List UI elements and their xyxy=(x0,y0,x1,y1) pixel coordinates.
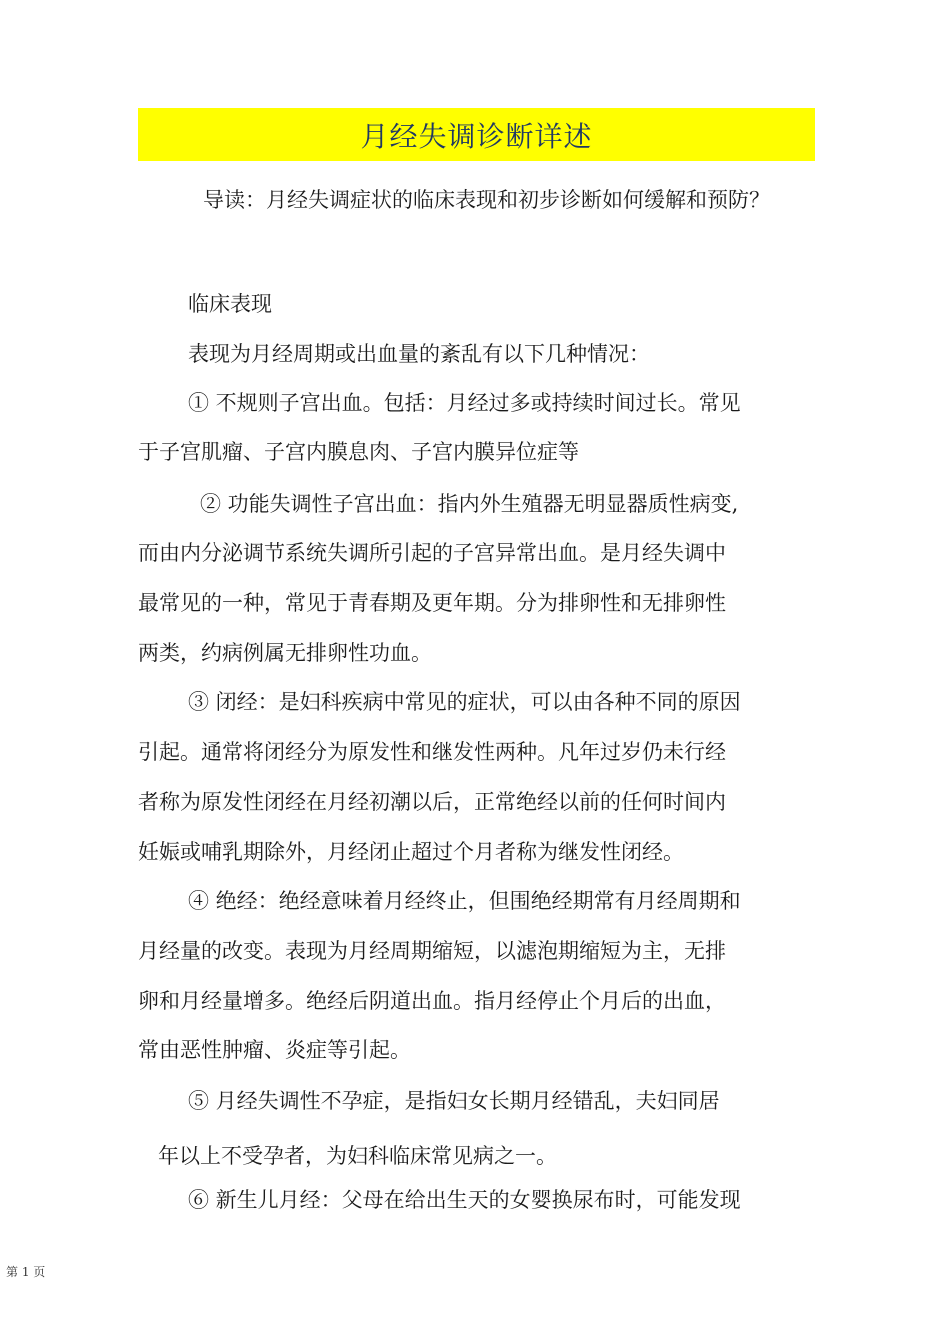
page-title: 月经失调诊断详述 xyxy=(360,119,593,153)
body-line: 最常见的一种，常见于青春期及更年期。分为排卵性和无排卵性 xyxy=(138,591,726,615)
title-highlight-bar xyxy=(138,108,815,161)
body-line: ⑤ 月经失调性不孕症，是指妇女长期月经错乱，夫妇同居 xyxy=(188,1089,720,1113)
page-number: 第 1 页 xyxy=(6,1265,46,1279)
body-line: 年以上不受孕者，为妇科临床常见病之一。 xyxy=(158,1144,557,1168)
body-line: 月经量的改变。表现为月经周期缩短，以滤泡期缩短为主，无排 xyxy=(138,939,726,963)
body-line: 者称为原发性闭经在月经初潮以后，正常绝经以前的任何时间内 xyxy=(138,790,726,814)
body-line: 妊娠或哺乳期除外，月经闭止超过个月者称为继发性闭经。 xyxy=(138,840,684,864)
body-line: 于子宫肌瘤、子宫内膜息肉、子宫内膜异位症等 xyxy=(138,440,579,464)
body-line: 而由内分泌调节系统失调所引起的子宫异常出血。是月经失调中 xyxy=(138,541,726,565)
body-line: 卵和月经量增多。绝经后阴道出血。指月经停止个月后的出血， xyxy=(138,989,726,1013)
body-line: ② 功能失调性子宫出血：指内外生殖器无明显器质性病变, xyxy=(200,492,739,516)
section-heading: 临床表现 xyxy=(188,292,272,316)
body-line: 常由恶性肿瘤、炎症等引起。 xyxy=(138,1038,411,1062)
body-line: ③ 闭经：是妇科疾病中常见的症状，可以由各种不同的原因 xyxy=(188,690,741,714)
body-line: ④ 绝经：绝经意味着月经终止，但围绝经期常有月经周期和 xyxy=(188,889,741,913)
body-line: 引起。通常将闭经分为原发性和继发性两种。凡年过岁仍未行经 xyxy=(138,740,726,764)
body-line: 两类，约病例属无排卵性功血。 xyxy=(138,641,432,665)
body-line: ⑥ 新生儿月经：父母在给出生天的女婴换尿布时，可能发现 xyxy=(188,1188,741,1212)
body-line: 表现为月经周期或出血量的紊乱有以下几种情况： xyxy=(188,342,650,366)
intro-text: 导读：月经失调症状的临床表现和初步诊断如何缓解和预防？ xyxy=(203,188,770,212)
body-line: ① 不规则子宫出血。包括：月经过多或持续时间过长。常见 xyxy=(188,391,741,415)
